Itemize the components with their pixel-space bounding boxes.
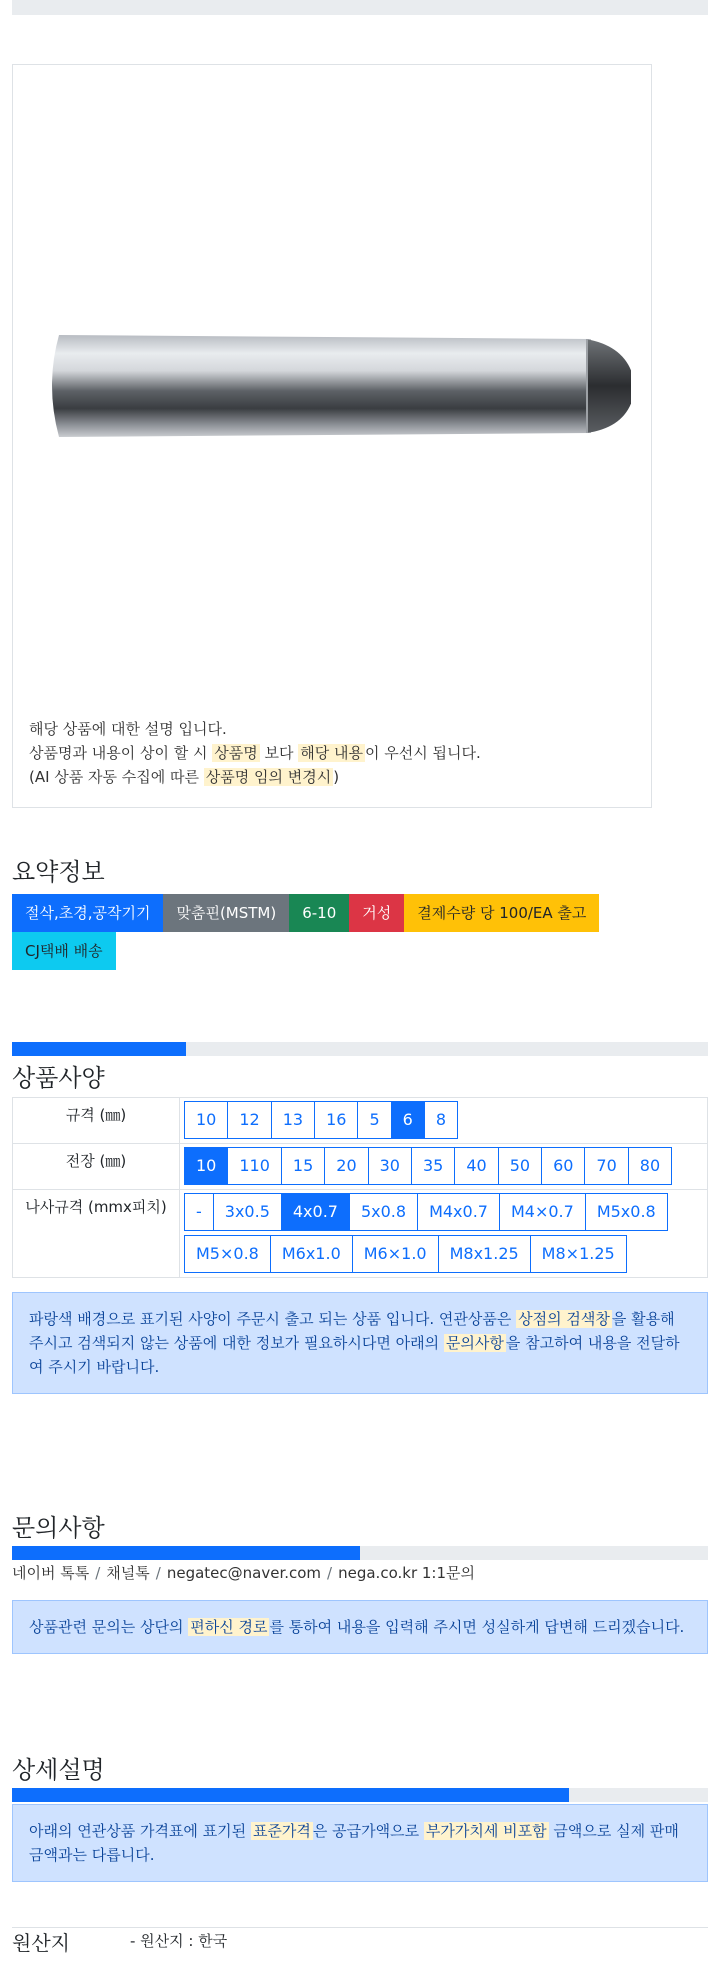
product-description — [29, 717, 481, 789]
spec-option[interactable]: M6x1.0 — [270, 1235, 353, 1273]
spec-option[interactable]: 40 — [454, 1147, 498, 1185]
notice-text: 상품관련 문의는 상단의 — [29, 1618, 189, 1636]
spec-option[interactable]: 15 — [281, 1147, 325, 1185]
spec-option[interactable]: M4×0.7 — [499, 1193, 586, 1231]
spec-option[interactable]: M5×0.8 — [184, 1235, 271, 1273]
separator: / — [327, 1564, 333, 1582]
spec-label: 규격 (㎜) — [13, 1098, 180, 1144]
spec-option[interactable]: 16 — [314, 1101, 358, 1139]
spec-option[interactable]: 35 — [411, 1147, 455, 1185]
link-naver-talk[interactable]: 네이버 톡톡 — [12, 1564, 90, 1582]
spec-option[interactable]: - — [184, 1193, 214, 1231]
origin-label: 원산지 — [12, 1931, 70, 1955]
spec-table — [12, 1097, 708, 1278]
spec-option[interactable]: M4x0.7 — [417, 1193, 500, 1231]
spec-options — [180, 1144, 708, 1190]
spec-option[interactable]: 13 — [271, 1101, 315, 1139]
highlight-standard-price: 표준가격 — [252, 1822, 311, 1840]
spec-option[interactable]: 5 — [357, 1101, 391, 1139]
spec-option[interactable]: 80 — [628, 1147, 672, 1185]
spec-row-thread — [13, 1190, 708, 1278]
badge-size-range: 6-10 — [289, 894, 349, 932]
notice-text: 파랑색 배경으로 표기된 사양이 주문시 출고 되는 상품 입니다. 연관상품은 — [29, 1310, 517, 1328]
spec-option[interactable]: 3x0.5 — [213, 1193, 282, 1231]
highlight-product-name: 상품명 — [214, 744, 258, 762]
spec-options — [180, 1098, 708, 1144]
desc-text: 상품명과 내용이 상이 할 시 — [29, 744, 213, 762]
badge-category: 절삭,초경,공작기기 — [12, 894, 163, 932]
spec-option[interactable]: 10 — [184, 1101, 228, 1139]
detail-progress-fill — [12, 1788, 569, 1802]
spec-label: 전장 (㎜) — [13, 1144, 180, 1190]
notice-text: 은 공급가액으로 — [312, 1822, 424, 1840]
summary-title: 요약정보 — [12, 858, 105, 886]
spec-option[interactable]: M5x0.8 — [585, 1193, 668, 1231]
spec-option[interactable]: 20 — [324, 1147, 368, 1185]
spec-option[interactable]: 12 — [227, 1101, 271, 1139]
highlight-content: 해당 내용 — [300, 744, 363, 762]
spec-option[interactable]: 60 — [541, 1147, 585, 1185]
spec-row-diameter — [13, 1098, 708, 1144]
origin-value: - 원산지 : 한국 — [130, 1932, 228, 1950]
spec-title: 상품사양 — [12, 1064, 105, 1092]
notice-text: 을 활용해 주시고 검색되지 않는 상품에 대한 정보가 필요하시다면 아래의 — [29, 1310, 675, 1352]
spec-option[interactable]: 5x0.8 — [349, 1193, 418, 1231]
notice-text: 금액으로 실제 판매금액과는 다릅니다. — [29, 1822, 679, 1864]
desc-text: 보다 — [259, 744, 299, 762]
spec-option[interactable]: 4x0.7 — [281, 1193, 350, 1231]
link-site-inquiry[interactable]: nega.co.kr 1:1문의 — [338, 1564, 475, 1582]
top-progress-bar — [12, 0, 708, 15]
spec-notice — [12, 1292, 708, 1394]
inquiry-progress — [12, 1546, 708, 1560]
desc-text: (AI 상품 자동 수집에 따른 — [29, 768, 204, 786]
spec-option[interactable]: 50 — [498, 1147, 542, 1185]
product-image-card — [12, 64, 652, 808]
highlight-route: 편하신 경로 — [190, 1618, 268, 1636]
desc-text: 이 우선시 됩니다. — [364, 744, 481, 762]
badge-order-unit: 결제수량 당 100/EA 출고 — [404, 894, 599, 932]
detail-progress — [12, 1788, 708, 1802]
inquiry-progress-fill — [12, 1546, 360, 1560]
notice-text: 을 참고하여 내용을 전달하여 주시기 바랍니다. — [29, 1334, 680, 1376]
desc-line-3 — [29, 765, 481, 789]
origin-divider — [12, 1927, 708, 1928]
highlight-vat: 부가가치세 비포함 — [425, 1822, 547, 1840]
spec-option[interactable]: 110 — [227, 1147, 282, 1185]
spec-option[interactable]: 30 — [368, 1147, 412, 1185]
notice-text: 를 통하여 내용을 입력해 주시면 성실하게 답변해 드리겠습니다. — [269, 1618, 685, 1636]
spec-label: 나사규격 (mmx피치) — [13, 1190, 180, 1278]
separator: / — [95, 1564, 101, 1582]
notice-text: 아래의 연관상품 가격표에 표기된 — [29, 1822, 251, 1840]
spec-progress — [12, 1042, 708, 1056]
highlight-inquiry: 문의사항 — [445, 1334, 504, 1352]
spec-options — [180, 1190, 708, 1278]
spec-option[interactable]: 70 — [584, 1147, 628, 1185]
inquiry-links — [12, 1562, 475, 1583]
spec-option[interactable]: M8x1.25 — [438, 1235, 531, 1273]
link-channel-talk[interactable]: 채널톡 — [106, 1564, 150, 1582]
separator: / — [155, 1564, 161, 1582]
detail-notice — [12, 1804, 708, 1882]
spec-row-length — [13, 1144, 708, 1190]
spec-progress-fill — [12, 1042, 186, 1056]
spec-option[interactable]: M8×1.25 — [530, 1235, 627, 1273]
spec-option[interactable]: 10 — [184, 1147, 228, 1185]
desc-line-2 — [29, 741, 481, 765]
detail-title: 상세설명 — [12, 1756, 105, 1784]
summary-badges — [12, 894, 632, 970]
spec-option[interactable]: M6×1.0 — [352, 1235, 439, 1273]
link-email[interactable]: negatec@naver.com — [166, 1564, 322, 1582]
spec-option[interactable]: 6 — [391, 1101, 425, 1139]
spec-option[interactable]: 8 — [424, 1101, 458, 1139]
highlight-name-change: 상품명 임의 변경시 — [205, 768, 332, 786]
badge-product-type: 맞춤핀(MSTM) — [163, 894, 289, 932]
inquiry-title: 문의사항 — [12, 1514, 105, 1542]
highlight-search: 상점의 검색창 — [518, 1310, 610, 1328]
badge-shipping: CJ택배 배송 — [12, 932, 116, 970]
badge-brand: 거성 — [349, 894, 404, 932]
dowel-pin-image — [31, 295, 631, 475]
desc-line-1: 해당 상품에 대한 설명 입니다. — [29, 720, 227, 738]
desc-text: ) — [333, 768, 340, 786]
inquiry-notice — [12, 1600, 708, 1654]
